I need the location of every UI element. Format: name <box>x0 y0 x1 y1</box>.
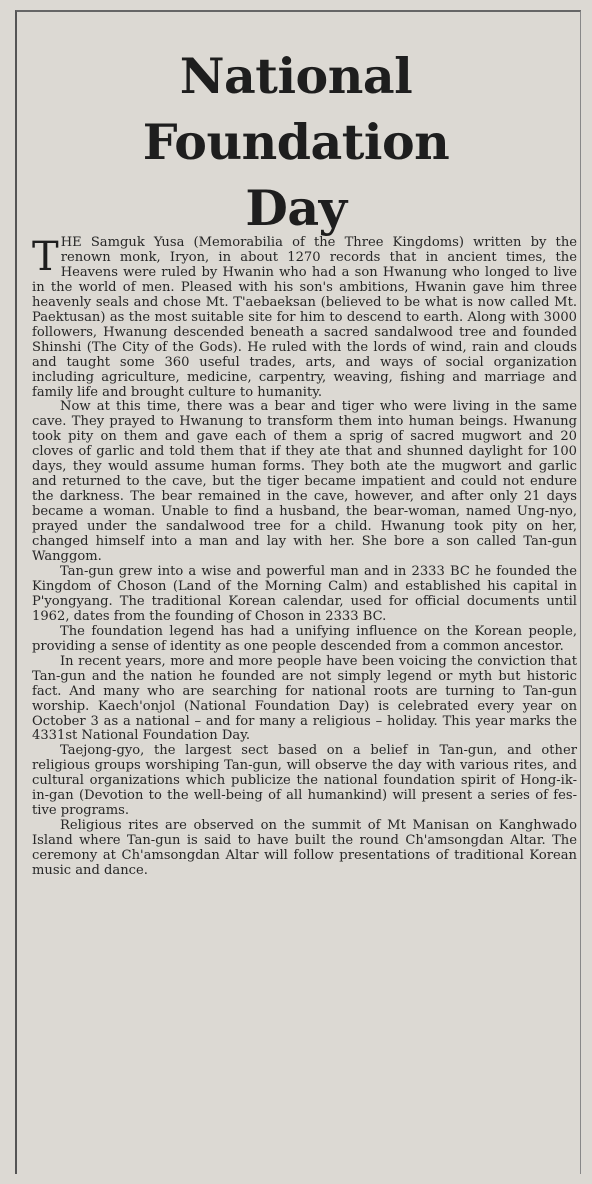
article-body <box>32 236 577 879</box>
paragraph-6: Taejong-gyo, the largest sect based on a belief in Tan-gun, and other religious groups worshiping Tan-gun, will observe the day with various rites, and cultural organizations which publicize the national foundation spirit of Hong-ik-in-gan (Devotion to the well-being of all humankind) will present a series of festive programs. <box>32 743 577 819</box>
headline-line-1: National <box>179 46 413 105</box>
headline-line-3: Day <box>245 178 347 237</box>
paragraph-5: In recent years, more and more people have been voicing the conviction that Tan-gun and the nation he founded are not simply legend or myth but historic fact. And many who are searching for national roots are turning to Tan-gun worship. Kaech'onjol (National Foundation Day) is celebrated every year on October 3 as a national – and for many a religious – holiday. This year marks the 4331st National Foundation Day. <box>32 653 577 744</box>
paragraph-2: Now at this time, there was a bear and tiger who were living in the same cave. They prayed to Hwanung to transform them into human beings. Hwanung took pity on them and gave each of them a sprig of sacred mugwort and 20 cloves of garlic and told them that if they ate that and shunned daylight for 100 days, they would assume human forms. They both ate the mugwort and garlic and returned to the cave, but the tiger became impatient and could not endure the darkness. The bear remained in the cave, however, and after only 21 days became a woman. Unable to find a husband, the bear-woman, named Ung-nyo, prayed under the sandalwood tree for a child. Hwanung took pity on her, changed himself into a man and lay with her. She bore a son called Tan-gun Wanggom. <box>32 399 577 565</box>
headline-line-2: Foundation <box>142 112 450 171</box>
paragraph-1 <box>32 236 577 400</box>
drop-cap: T <box>32 234 59 280</box>
headline <box>0 43 592 241</box>
paragraph-1-text: HE Samguk Yusa (Memorabilia of the Three Kingdoms) written by the renown monk, Iryon, in about 1270 records that in ancient times, the Heavens were ruled by Hwanin who had a son Hwanung who longed to live in the world of men. Pleased with his son's ambitions, Hwanin gave him three heavenly seals and chose Mt. T'aebaeksan (believed to be what is now called Mt. Paektusan) as the most suitable site for him to descend to earth. Along with 3000 followers, Hwanung descended beneath a sacred sandalwood tree and founded Shinshi (The City of the Gods). He ruled with the lords of wind, rain and clouds and taught some 360 useful trades, arts, and ways of social organization including agriculture, medicine, carpentry, weaving, fishing and marriage and family life and brought culture to humanity. <box>32 235 577 400</box>
paragraph-7: Religious rites are observed on the summit of Mt Manisan on Kanghwado Island where Tan-gun is said to have built the round Ch'amsongdan Altar. The ceremony at Ch'amsongdan Altar will follow presentations of traditional Korean music and dance. <box>32 818 577 879</box>
paragraph-3: Tan-gun grew into a wise and powerful man and in 2333 BC he founded the Kingdom of Choson (Land of the Morning Calm) and established his capital in P'yongyang. The traditional Korean calendar, used for official documents until 1962, dates from the founding of Choson in 2333 BC. <box>32 563 577 624</box>
paragraph-4: The foundation legend has had a unifying influence on the Korean people, providing a sense of identity as one people descended from a common ancestor. <box>32 623 577 654</box>
